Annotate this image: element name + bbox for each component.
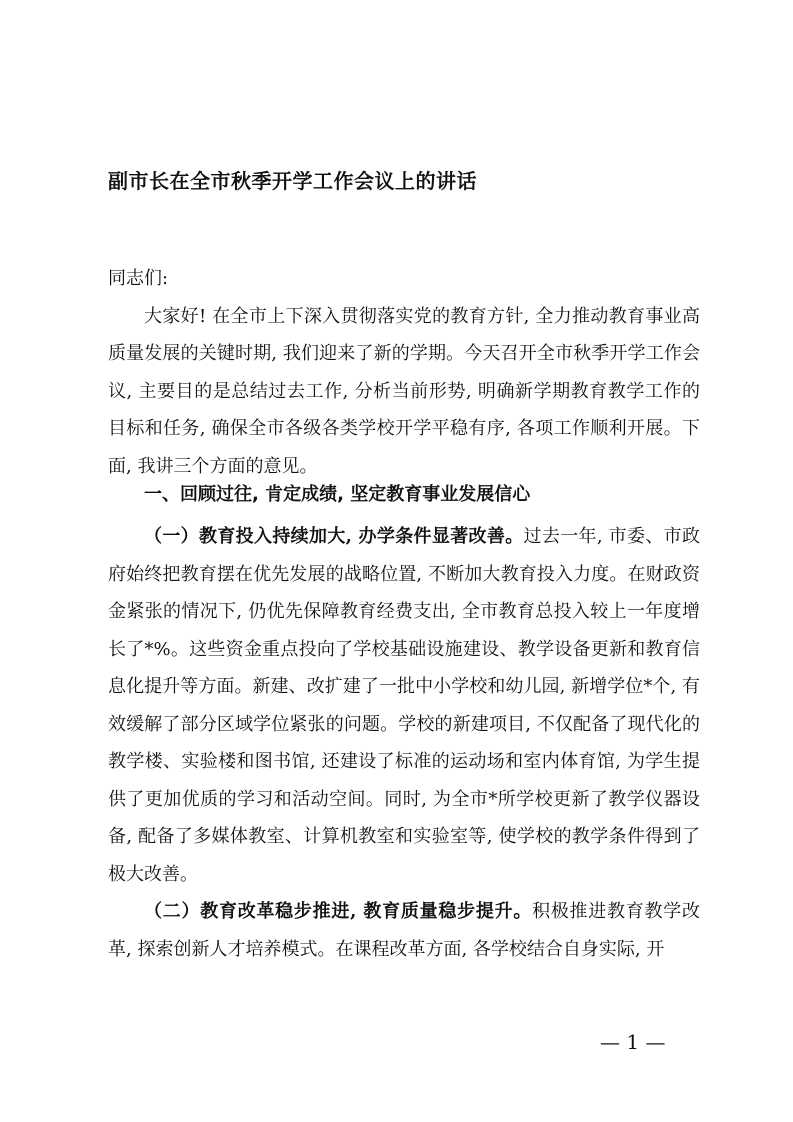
section-1-body [108, 518, 700, 968]
subsection-2-text: 积极推进教育教学改革, 探索创新人才培养模式。在课程改革方面, 各学校结合自身实际, 开 [108, 901, 700, 960]
section-heading-1: 一、回顾过往, 肯定成绩, 坚定教育事业发展信心 [144, 484, 531, 505]
subsection-1-lead: （一）教育投入持续加大, 办学条件显著改善。 [144, 526, 524, 547]
page-number: — 1 — [600, 1030, 666, 1054]
subsection-1-text: 过去一年, 市委、市政府始终把教育摆在优先发展的战略位置, 不断加大教育投入力度。在财政资金紧张的情况下, 仍优先保障教育经费支出, 全市教育总投入较上一年度增长了*%。这些资金重点投向了学校基础设施建设、教学设备更新和教育信息化提升等方面。新建、改扩建了一批中小学校和幼儿园, 新增学位*个, 有效缓解了部分区域学位紧张的问题。学校的新建项目, 不仅配备了现代化的教学楼、实验楼和图书馆, 还建设了标准的运动场和室内体育馆, 为学生提供了更加优质的学习和活动空间。同时, 为全市*所学校更新了教学仪器设备, 配备了多媒体教室、计算机教室和实验室等, 使学校的教学条件得到了极大改善。 [108, 526, 700, 885]
document-title: 副市长在全市秋季开学工作会议上的讲话 [108, 169, 477, 193]
subsection-2-lead: （二）教育改革稳步推进, 教育质量稳步提升。 [144, 901, 533, 922]
subsection-1-paragraph [108, 518, 700, 893]
speech-body [108, 260, 700, 485]
greeting-line: 同志们: [108, 268, 169, 289]
subsection-2-paragraph [108, 893, 700, 968]
intro-paragraph: 大家好! 在全市上下深入贯彻落实党的教育方针, 全力推动教育事业高质量发展的关键时期, 我们迎来了新的学期。今天召开全市秋季开学工作会议, 主要目的是总结过去工作, 分析当前形势, 明确新学期教育教学工作的目标和任务, 确保全市各级各类学校开学平稳有序, 各项工作顺利开展。下面, 我讲三个方面的意见。 [108, 305, 700, 477]
